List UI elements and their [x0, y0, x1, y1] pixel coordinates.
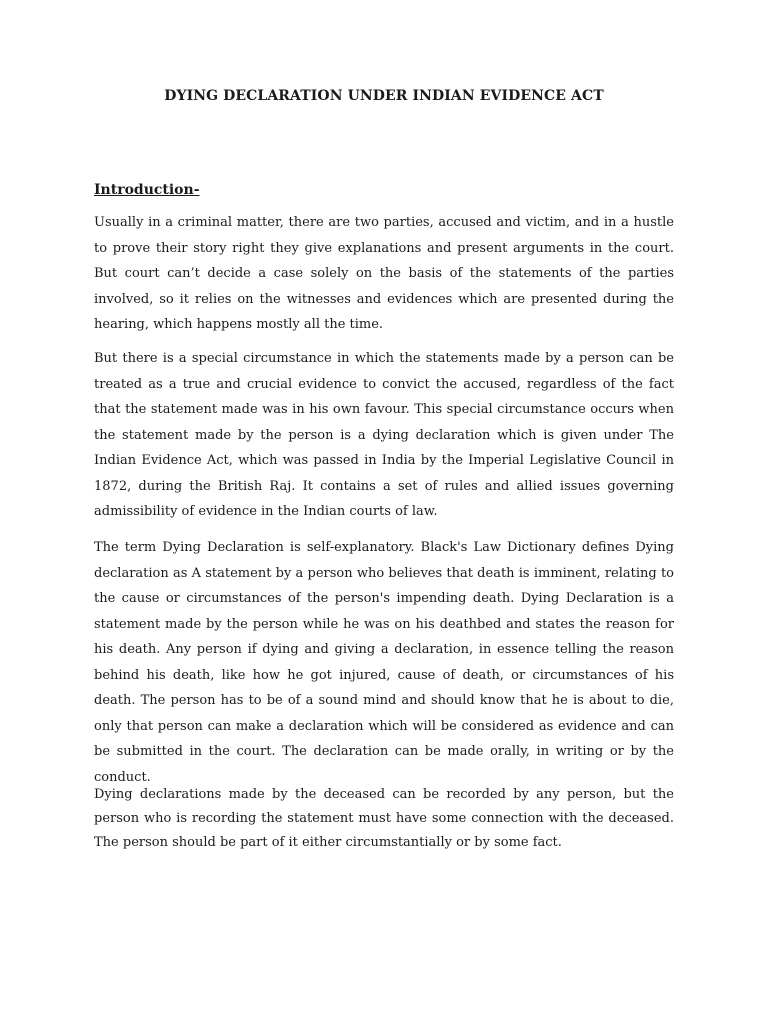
section-heading: Introduction- — [94, 182, 200, 198]
paragraph-1: Usually in a criminal matter, there are two parties, accused and victim, and in a hustle to prove their story right they give explanations and present arguments in the court. But court can’t decide a case solely on the basis of the statements of the parties involved, so it relies on the witnesses and evidences which are presented during the hearing, which happens mostly all the time. — [94, 215, 674, 332]
paragraph-2: But there is a special circumstance in which the statements made by a person can be treated as a true and crucial evidence to convict the accused, regardless of the fact that the statement made was in his own favour. This special circumstance occurs when the statement made by the person is a dying declaration which is given under The Indian Evidence Act, which was passed in India by the Imperial Legislative Council in 1872, during the British Raj. It contains a set of rules and allied issues governing admissibility of evidence in the Indian courts of law. — [94, 351, 674, 519]
document-title: DYING DECLARATION UNDER INDIAN EVIDENCE ACT — [164, 88, 604, 104]
paragraph-3: The term Dying Declaration is self-explanatory. Black's Law Dictionary defines Dying declaration as A statement by a person who believes that death is imminent, relating to the cause or circumstances of the person's impending death. Dying Declaration is a statement made by the person while he was on his deathbed and states the reason for his death. Any person if dying and giving a declaration, in essence telling the reason behind his death, like how he got injured, cause of death, or circumstances of his death. The person has to be of a sound mind and should know that he is about to die, only that person can make a declaration which will be considered as evidence and can be submitted in the court. The declaration can be made orally, in writing or by the conduct. — [94, 540, 674, 785]
paragraph-4: Dying declarations made by the deceased can be recorded by any person, but the person who is recording the statement must have some connection with the deceased. The person should be part of it either circumstantially or by some fact. — [94, 787, 674, 850]
